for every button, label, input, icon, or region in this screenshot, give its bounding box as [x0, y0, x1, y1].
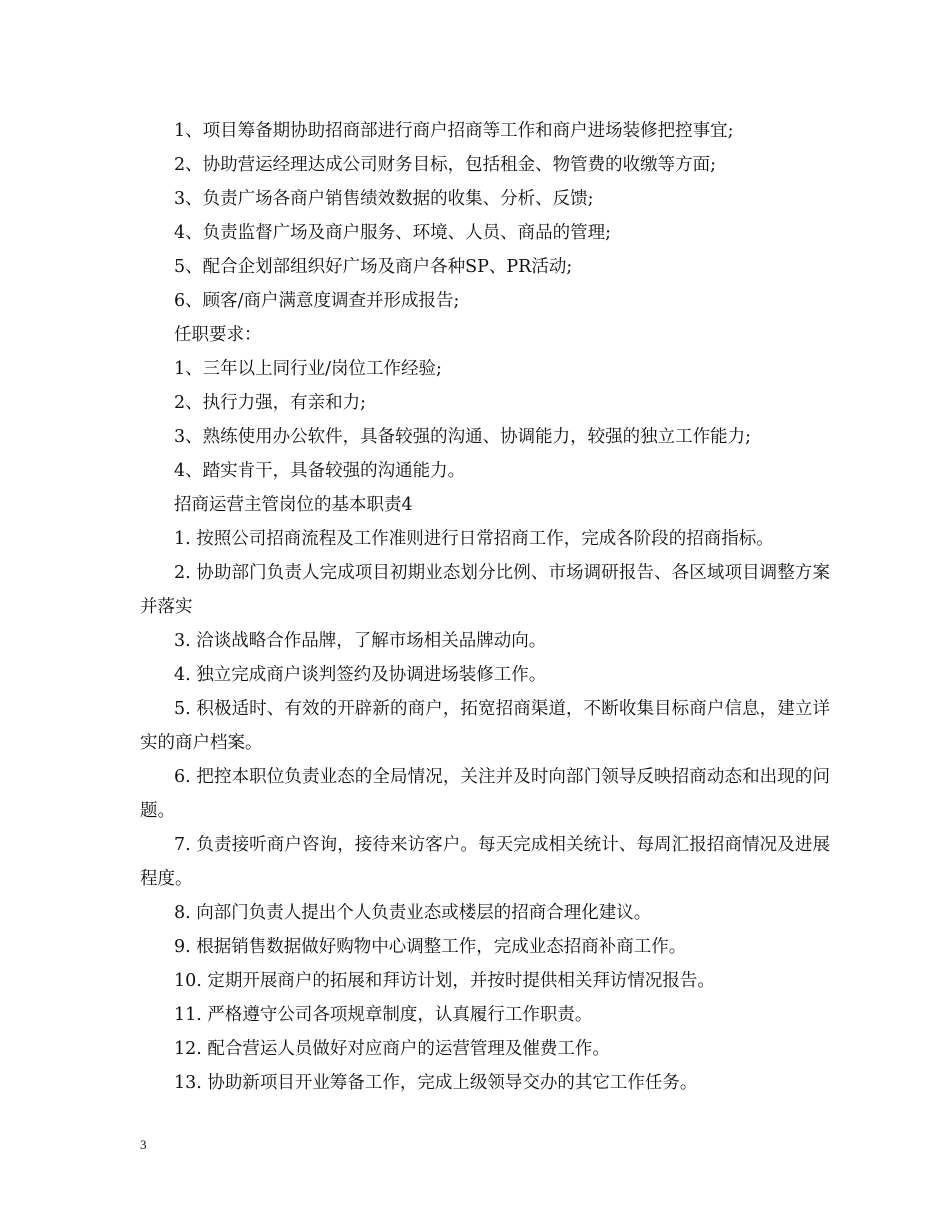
numbered-item: 5. 积极适时、有效的开辟新的商户，拓宽招商渠道，不断收集目标商户信息，建立详实的商户档案。 — [140, 699, 830, 753]
duty-item: 6、顾客/商户满意度调查并形成报告; — [174, 291, 460, 311]
duty-item: 1、项目筹备期协助招商部进行商户招商等工作和商户进场装修把控事宜; — [174, 121, 734, 141]
document-body — [140, 114, 830, 1100]
numbered-item: 12. 配合营运人员做好对应商户的运营管理及催费工作。 — [174, 1039, 610, 1059]
requirement-item: 3、熟练使用办公软件，具备较强的沟通、协调能力，较强的独立工作能力; — [174, 427, 752, 447]
numbered-item: 8. 向部门负责人提出个人负责业态或楼层的招商合理化建议。 — [174, 903, 652, 923]
numbered-item: 7. 负责接听商户咨询，接待来访客户。每天完成相关统计、每周汇报招商情况及进展程度。 — [140, 835, 830, 889]
numbered-item: 1. 按照公司招商流程及工作准则进行日常招商工作，完成各阶段的招商指标。 — [174, 529, 774, 549]
numbered-item: 10. 定期开展商户的拓展和拜访计划，并按时提供相关拜访情况报告。 — [174, 971, 715, 991]
numbered-item: 6. 把控本职位负责业态的全局情况，关注并及时向部门领导反映招商动态和出现的问题。 — [140, 767, 830, 821]
numbered-item: 9. 根据销售数据做好购物中心调整工作，完成业态招商补商工作。 — [174, 937, 687, 957]
section-title: 招商运营主管岗位的基本职责4 — [174, 495, 413, 515]
numbered-item: 11. 严格遵守公司各项规章制度，认真履行工作职责。 — [174, 1005, 593, 1025]
numbered-item: 13. 协助新项目开业筹备工作，完成上级领导交办的其它工作任务。 — [174, 1073, 698, 1093]
duty-item: 2、协助营运经理达成公司财务目标，包括租金、物管费的收缴等方面; — [174, 155, 717, 175]
requirement-item: 4、踏实肯干，具备较强的沟通能力。 — [174, 461, 466, 481]
requirement-item: 1、三年以上同行业/岗位工作经验; — [174, 359, 442, 379]
requirements-heading: 任职要求： — [174, 325, 262, 345]
page-number: 3 — [140, 1137, 147, 1152]
requirement-item: 2、执行力强，有亲和力; — [174, 393, 367, 413]
numbered-item: 2. 协助部门负责人完成项目初期业态划分比例、市场调研报告、各区域项目调整方案并落实 — [140, 563, 830, 617]
duty-item: 3、负责广场各商户销售绩效数据的收集、分析、反馈; — [174, 189, 594, 209]
numbered-item: 4. 独立完成商户谈判签约及协调进场装修工作。 — [174, 665, 547, 685]
duty-item: 5、配合企划部组织好广场及商户各种SP、PR活动; — [174, 257, 573, 277]
numbered-item: 3. 洽谈战略合作品牌，了解市场相关品牌动向。 — [174, 631, 547, 651]
duty-item: 4、负责监督广场及商户服务、环境、人员、商品的管理; — [174, 223, 612, 243]
